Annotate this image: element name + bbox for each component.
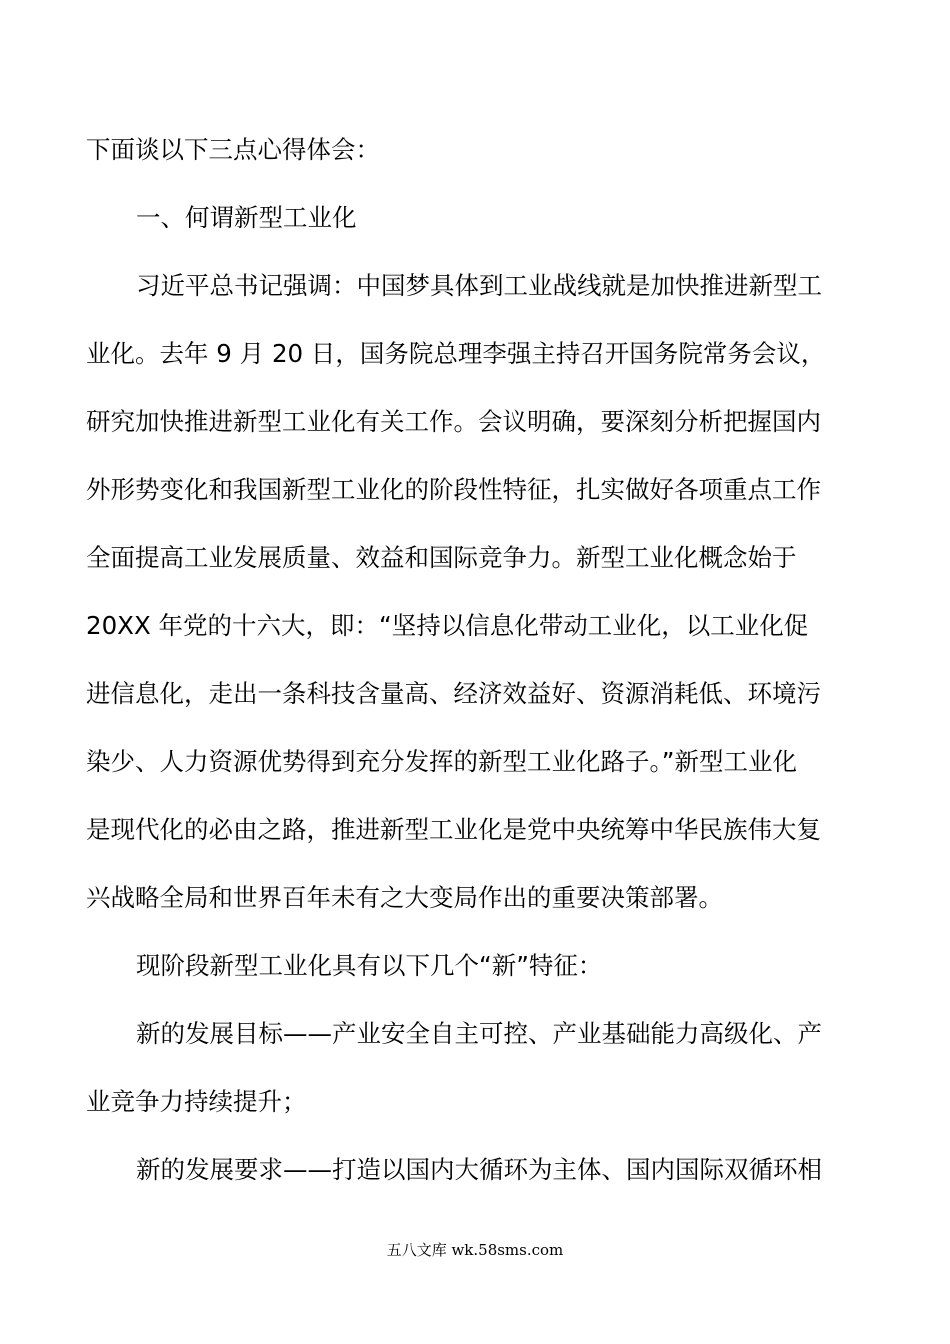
section-heading: 一、何谓新型工业化 [136,203,357,232]
text-line: 业化。去年 9 月 20 日，国务院总理李强主持召开国务院常务会议， [86,339,826,368]
text-line: 新的发展目标——产业安全自主可控、产业基础能力高级化、产 [136,1019,822,1048]
text-line: 研究加快推进新型工业化有关工作。会议明确，要深刻分析把握国内 [86,407,821,436]
text-line: 20XX 年党的十六大，即：“坚持以信息化带动工业化，以工业化促 [86,611,809,640]
text-line: 全面提高工业发展质量、效益和国际竞争力。新型工业化概念始于 [86,543,797,572]
text-line: 业竞争力持续提升； [86,1087,307,1116]
text-line: 兴战略全局和世界百年未有之大变局作出的重要决策部署。 [86,883,723,912]
text-line: 染少、人力资源优势得到充分发挥的新型工业化路子。”新型工业化 [86,747,797,776]
page-footer: 五八文库 wk.58sms.com [386,1241,564,1259]
text-line: 是现代化的必由之路，推进新型工业化是党中央统筹中华民族伟大复 [86,815,821,844]
text-line: 习近平总书记强调：中国梦具体到工业战线就是加快推进新型工 [136,271,822,300]
text-line: 新的发展要求——打造以国内大循环为主体、国内国际双循环相 [136,1155,822,1184]
text-line: 进信息化，走出一条科技含量高、经济效益好、资源消耗低、环境污 [86,679,821,708]
text-line: 下面谈以下三点心得体会： [86,135,380,164]
text-line: 现阶段新型工业化具有以下几个“新”特征： [136,951,603,980]
text-line: 外形势变化和我国新型工业化的阶段性特征，扎实做好各项重点工作 [86,475,821,504]
